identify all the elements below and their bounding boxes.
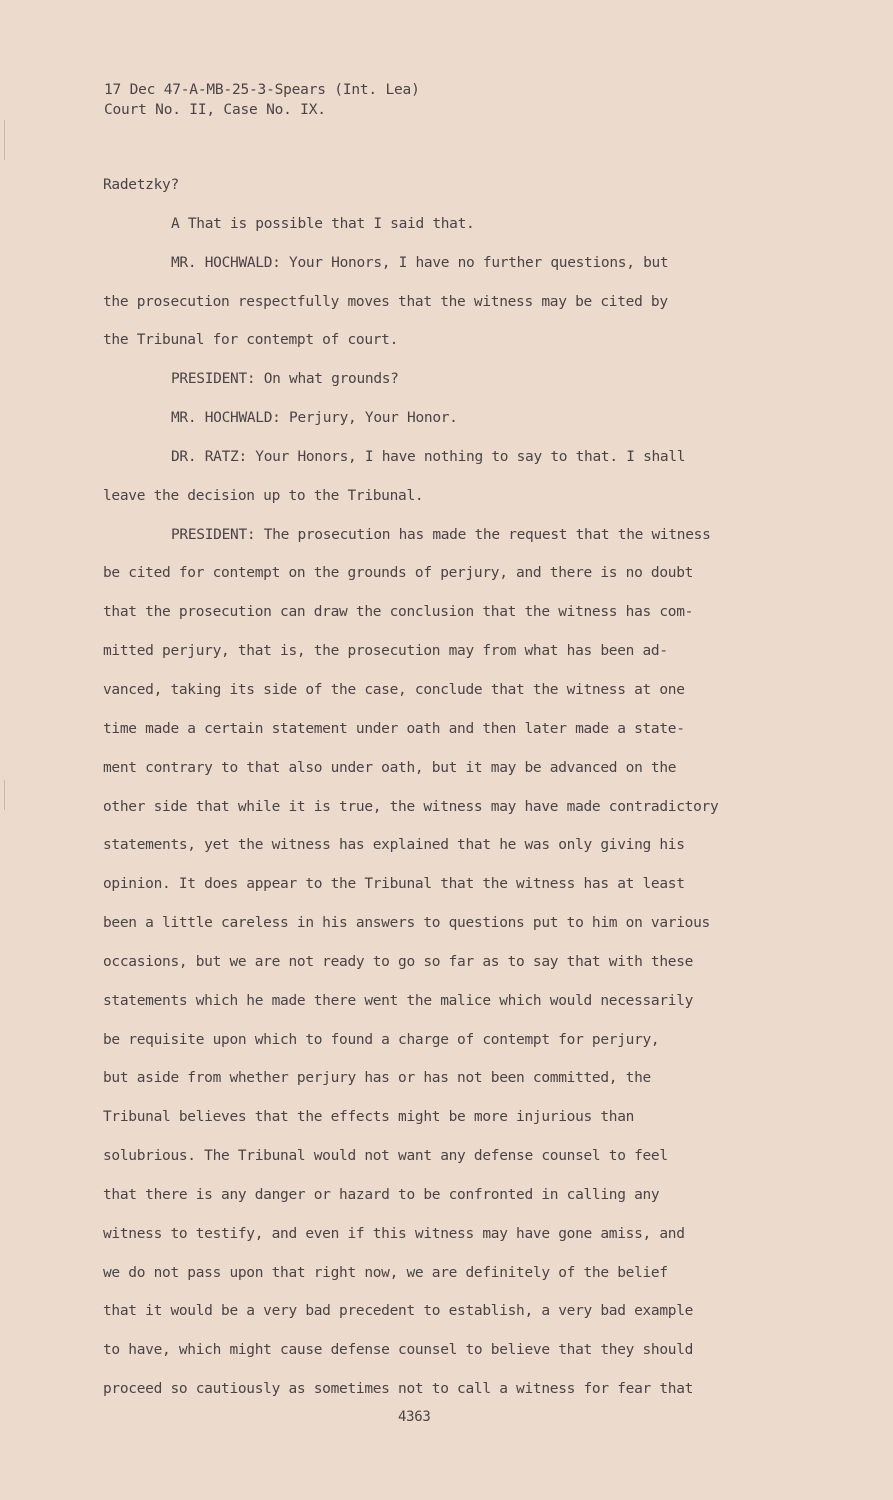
transcript-line: Radetzky? (103, 177, 179, 193)
transcript-line: other side that while it is true, the witness may have made contradictory (103, 798, 719, 815)
transcript-line: proceed so cautiously as sometimes not to call a witness for fear that (103, 1381, 694, 1398)
transcript-line: MR. HOCHWALD: Your Honors, I have no further questions, but (171, 254, 669, 271)
transcript-line: leave the decision up to the Tribunal. (103, 487, 424, 504)
transcript-line: Tribunal believes that the effects might be more injurious than (103, 1109, 635, 1126)
transcript-line: PRESIDENT: On what grounds? (171, 371, 399, 388)
transcript-line: vanced, taking its side of the case, conclude that the witness at one (103, 681, 685, 698)
header-reference-line: 17 Dec 47-A-MB-25-3-Spears (Int. Lea) (104, 82, 420, 98)
transcript-line: MR. HOCHWALD: Perjury, Your Honor. (171, 410, 458, 427)
transcript-body (103, 174, 803, 1417)
transcript-line: that the prosecution can draw the conclusion that the witness has com- (103, 604, 694, 621)
transcript-line: be cited for contempt on the grounds of perjury, and there is no doubt (103, 565, 694, 582)
transcript-line: been a little careless in his answers to questions put to him on various (103, 915, 710, 932)
document-header (104, 80, 420, 120)
transcript-line: the prosecution respectfully moves that the witness may be cited by (103, 293, 668, 310)
transcript-line: we do not pass upon that right now, we are definitely of the belief (103, 1264, 668, 1281)
transcript-line: opinion. It does appear to the Tribunal that the witness has at least (103, 876, 685, 893)
page-number: 4363 (398, 1409, 431, 1425)
transcript-line: statements, yet the witness has explained that he was only giving his (103, 837, 685, 854)
transcript-line: solubrious. The Tribunal would not want any defense counsel to feel (103, 1148, 668, 1165)
transcript-line: the Tribunal for contempt of court. (103, 332, 399, 349)
transcript-line: but aside from whether perjury has or has not been committed, the (103, 1070, 651, 1087)
transcript-line: witness to testify, and even if this witness may have gone amiss, and (103, 1225, 685, 1242)
transcript-line: occasions, but we are not ready to go so far as to say that with these (103, 953, 694, 970)
transcript-line: statements which he made there went the malice which would necessarily (103, 992, 694, 1009)
transcript-line: PRESIDENT: The prosecution has made the request that the witness (171, 526, 711, 543)
paper-edge-mark (4, 120, 5, 160)
header-court-line: Court No. II, Case No. IX. (104, 102, 326, 118)
transcript-line: mitted perjury, that is, the prosecution may from what has been ad- (103, 643, 668, 660)
transcript-line: be requisite upon which to found a charge of contempt for perjury, (103, 1031, 660, 1048)
transcript-line: time made a certain statement under oath and then later made a state- (103, 720, 685, 737)
transcript-line: ment contrary to that also under oath, but it may be advanced on the (103, 759, 677, 776)
transcript-line: A That is possible that I said that. (171, 215, 475, 232)
transcript-line: that there is any danger or hazard to be confronted in calling any (103, 1186, 660, 1203)
transcript-line: that it would be a very bad precedent to establish, a very bad example (103, 1303, 694, 1320)
transcript-line: DR. RATZ: Your Honors, I have nothing to say to that. I shall (171, 448, 686, 465)
transcript-line: to have, which might cause defense counsel to believe that they should (103, 1342, 694, 1359)
paper-edge-mark (4, 780, 5, 810)
